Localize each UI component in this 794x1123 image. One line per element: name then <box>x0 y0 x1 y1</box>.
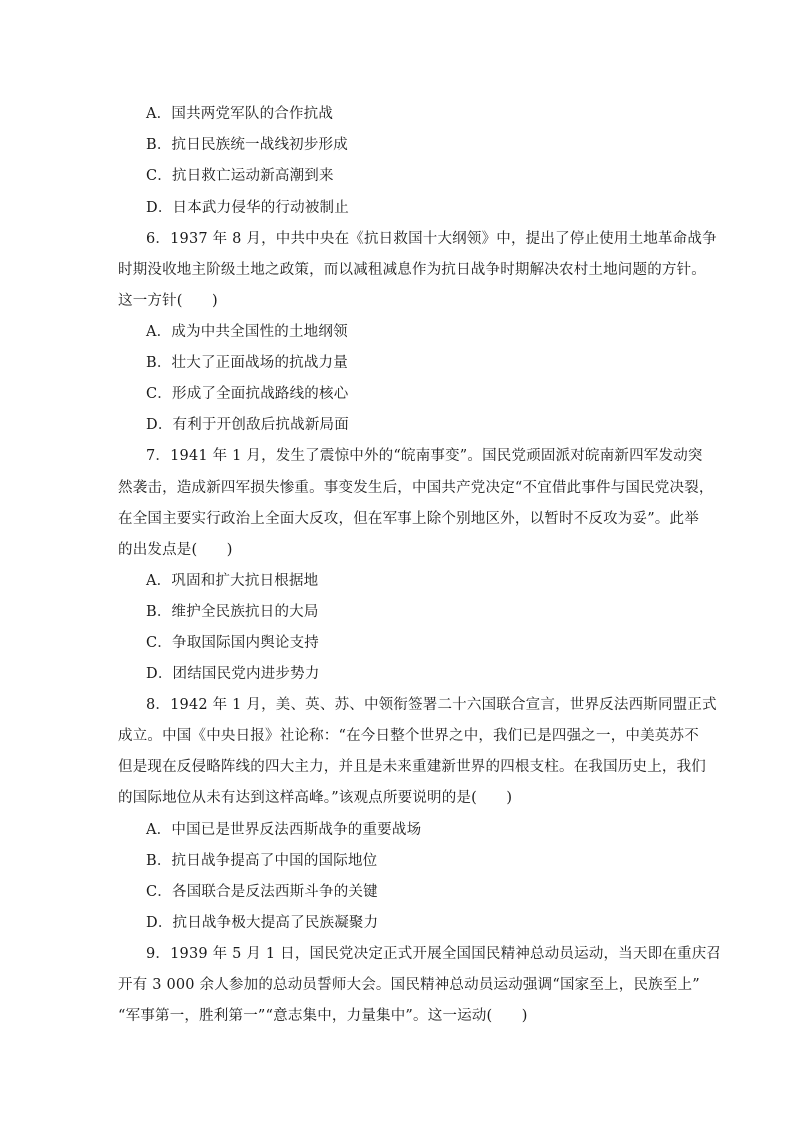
q7-stem-line-3: 在全国主要实行政治上全面大反攻，但在军事上除个别地区外，以暂时不反攻为妥”。此举 <box>118 511 699 527</box>
q7-stem-line-4: 的出发点是( ) <box>118 542 233 558</box>
q8-stem-line-3: 但是现在反侵略阵线的四大主力，并且是未来重建新世界的四根支柱。在我国历史上，我们 <box>118 759 706 775</box>
q7-stem-line-2: 然袭击，造成新四军损失惨重。事变发生后，中国共产党决定“不宜借此事件与国民党决裂， <box>118 480 714 496</box>
q8-stem-line-1: 8．1942 年 1 月，美、英、苏、中领衔签署二十六国联合宣言，世界反法西斯同盟正式 <box>146 697 717 713</box>
q8-option-d: D．抗日战争极大提高了民族凝聚力 <box>146 915 379 931</box>
q8-stem-line-2: 成立。中国《中央日报》社论称：“在今日整个世界之中，我们已是四强之一，中美英苏不 <box>118 728 699 744</box>
q7-stem-line-1: 7．1941 年 1 月，发生了震惊中外的“皖南事变”。国民党顽固派对皖南新四军发动突 <box>146 448 703 464</box>
q7-option-a: A．巩固和扩大抗日根据地 <box>146 573 319 589</box>
q6-option-d: D．有利于开创敌后抗战新局面 <box>146 417 349 433</box>
q9-stem-line-1: 9．1939 年 5 月 1 日，国民党决定正式开展全国国民精神总动员运动，当天即在重庆召 <box>146 946 722 962</box>
q6-option-c: C．形成了全面抗战路线的核心 <box>146 386 349 402</box>
q7-option-b: B．维护全民族抗日的大局 <box>146 604 319 620</box>
q6-option-b: B．壮大了正面战场的抗战力量 <box>146 355 348 371</box>
q5-option-a: A．国共两党军队的合作抗战 <box>146 106 334 122</box>
q6-stem-line-2: 时期没收地主阶级土地之政策，而以减租减息作为抗日战争时期解决农村土地问题的方针。 <box>118 262 706 278</box>
q7-option-d: D．团结国民党内进步势力 <box>146 666 320 682</box>
q9-stem-line-3: “军事第一，胜利第一”“意志集中，力量集中”。这一运动( ) <box>118 1008 528 1024</box>
q8-stem-line-4: 的国际地位从未有达到这样高峰。”该观点所要说明的是( ) <box>118 790 513 806</box>
q9-stem-line-2: 开有 3 000 余人参加的总动员誓师大会。国民精神总动员运动强调“国家至上，民族至上” <box>118 977 700 993</box>
q6-option-a: A．成为中共全国性的土地纲领 <box>146 324 348 340</box>
q8-option-a: A．中国已是世界反法西斯战争的重要战场 <box>146 822 422 838</box>
q5-option-b: B．抗日民族统一战线初步形成 <box>146 137 348 153</box>
q5-option-d: D．日本武力侵华的行动被制止 <box>146 200 349 216</box>
q5-option-c: C．抗日救亡运动新高潮到来 <box>146 168 334 184</box>
q8-option-b: B．抗日战争提高了中国的国际地位 <box>146 853 378 869</box>
q7-option-c: C．争取国际国内舆论支持 <box>146 635 319 651</box>
q6-stem-line-3: 这一方针( ) <box>118 293 218 309</box>
q8-option-c: C．各国联合是反法西斯斗争的关键 <box>146 884 378 900</box>
q6-stem-line-1: 6．1937 年 8 月，中共中央在《抗日救国十大纲领》中，提出了停止使用土地革命战争 <box>146 231 717 247</box>
